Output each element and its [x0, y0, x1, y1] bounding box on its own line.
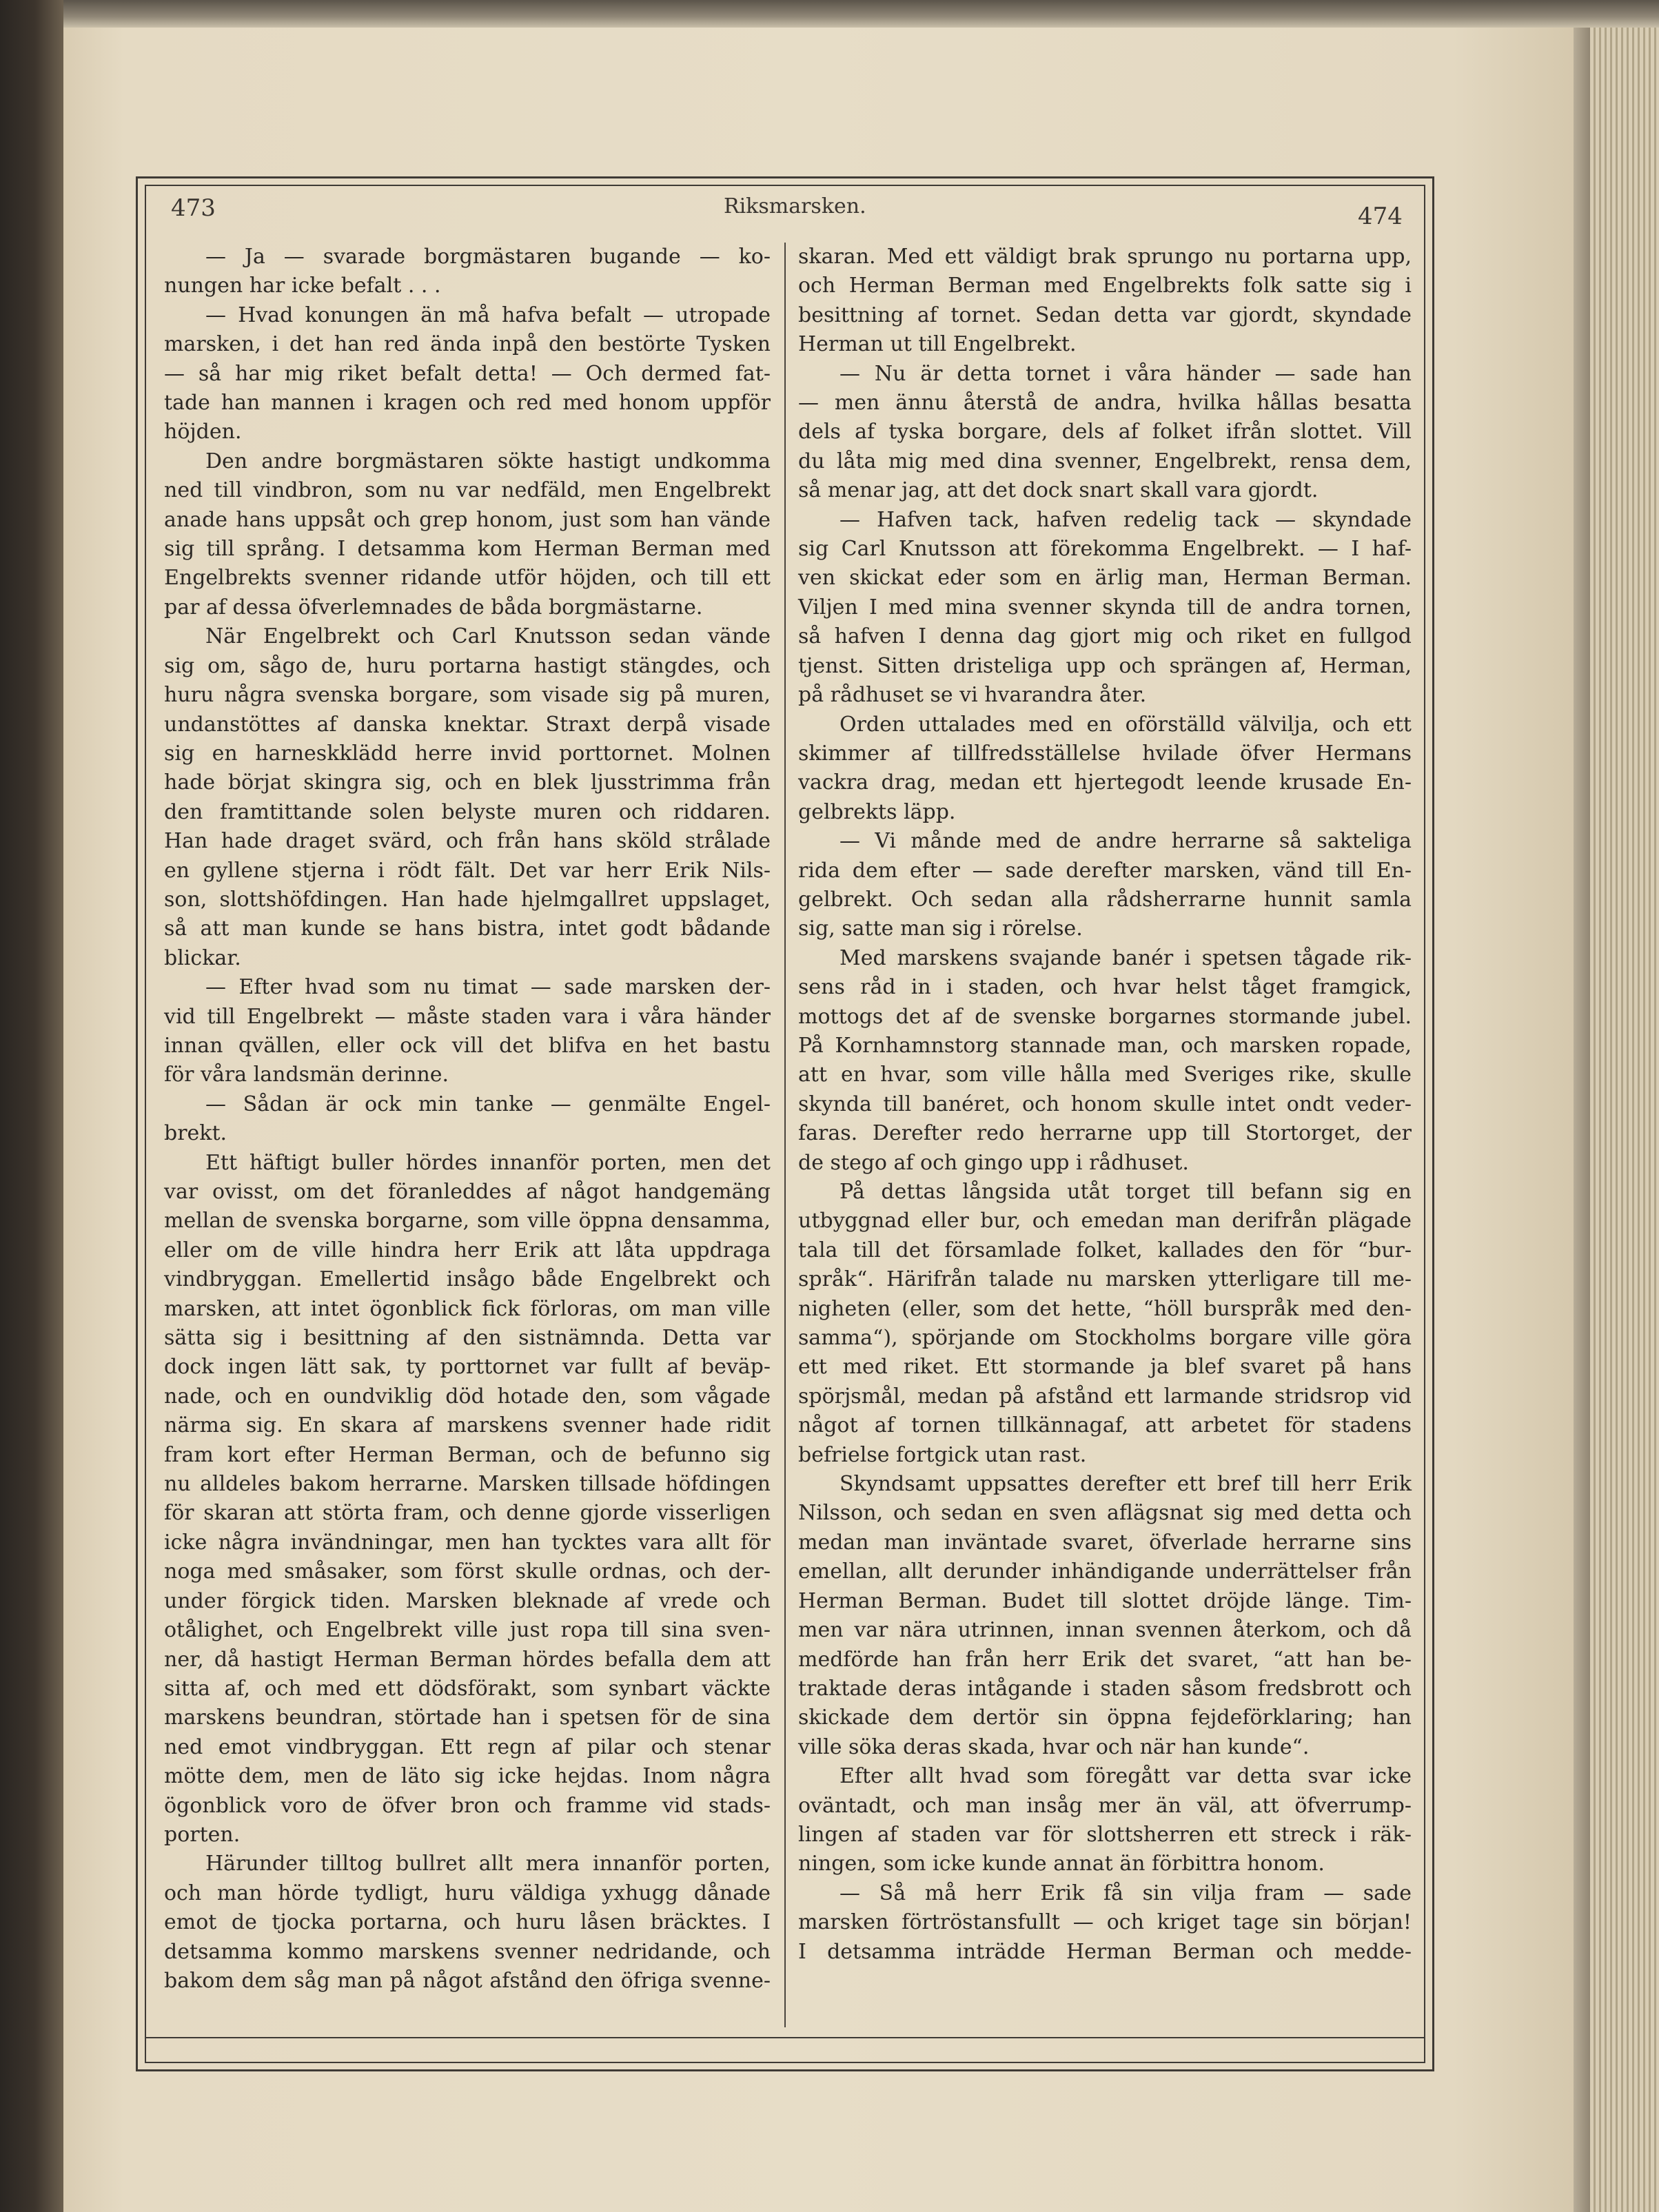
text-line: spörjsmål, medan på afstånd ett larmande stridsrop vid — [798, 1384, 1412, 1409]
text-line: för skaran att störta fram, och denne gjorde visserligen — [164, 1501, 771, 1526]
text-line: medförde han från herr Erik det svaret, “att han be- — [798, 1647, 1412, 1672]
text-line: emot de tjocka portarna, och huru låsen bräcktes. I — [164, 1910, 771, 1935]
text-line: — Ja — svarade borgmästaren bugande — ko- — [205, 245, 771, 269]
text-line: skaran. Med ett väldigt brak sprungo nu portarna upp, — [798, 245, 1412, 269]
book-spine-edge — [0, 0, 63, 2212]
text-column-left — [164, 243, 771, 1996]
text-line: vid till Engelbrekt — måste staden vara i våra händer — [164, 1004, 771, 1029]
text-line: marsken, att intet ögonblick fick förloras, om man ville — [164, 1296, 771, 1321]
text-line: — Hafven tack, hafven redelig tack — skyndade — [839, 507, 1412, 532]
text-line: oväntadt, och man insåg mer än väl, att öfverrump- — [798, 1793, 1412, 1818]
text-line: Orden uttalades med en oförställd välvilja, och ett — [839, 712, 1412, 737]
text-line: nade, och en oundviklig död hotade den, som vågade — [164, 1384, 771, 1409]
text-line: var ovisst, om det föranleddes af något handgemäng — [164, 1180, 771, 1204]
text-line: vindbryggan. Emellertid insågo både Engelbrekt och — [164, 1267, 771, 1292]
text-line: Efter allt hvad som föregått var detta svar icke — [839, 1764, 1412, 1789]
text-line: ned emot vindbryggan. Ett regn af pilar och stenar — [164, 1734, 771, 1759]
text-line: — Nu är detta tornet i våra händer — sade han — [839, 361, 1412, 386]
text-line: dock ingen lätt sak, ty porttornet var fullt af beväp- — [164, 1355, 771, 1380]
text-line: Engelbrekts svenner ridande utför höjden, och till ett — [164, 566, 771, 591]
text-line: — Hvad konungen än må hafva befalt — utropade — [205, 303, 771, 327]
text-line: marsken förtröstansfullt — och kriget tage sin början! — [798, 1910, 1412, 1935]
text-line: — Så må herr Erik få sin vilja fram — sade — [839, 1881, 1412, 1905]
text-line: dels af tyska borgare, dels af folket ifrån slottet. Vill — [798, 420, 1412, 444]
text-line: tjenst. Sitten dristeliga upp och sprängen af, Herman, — [798, 653, 1412, 678]
text-line: Ett häftigt buller hördes innanför porten, men det — [205, 1150, 771, 1175]
text-line: lingen af staden var för slottsherren ett streck i räk- — [798, 1822, 1412, 1847]
text-line: detsamma kommo marskens svenner nedridande, och — [164, 1939, 771, 1964]
text-line: huru några svenska borgare, som visade sig på muren, — [164, 683, 771, 708]
text-line: fram kort efter Herman Berman, och de befunno sig — [164, 1442, 771, 1467]
text-line: skickade dem dertör sin öppna fejdeförklaring; han — [798, 1706, 1412, 1730]
page-number-left: 473 — [171, 194, 216, 222]
text-line: hade börjat skingra sig, och en blek ljusstrimma från — [164, 770, 771, 795]
text-line: en gyllene stjerna i rödt fält. Det var herr Erik Nils- — [164, 858, 771, 883]
text-line: gelbrekts läpp. — [798, 799, 956, 824]
text-line: — Efter hvad som nu timat — sade marsken der- — [205, 975, 771, 1000]
text-line: och man hörde tydligt, huru väldiga yxhugg dånade — [164, 1881, 771, 1905]
text-line: för våra landsmän derinne. — [164, 1063, 449, 1087]
text-line: — men ännu återstå de andra, hvilka hållas besatta — [798, 391, 1412, 416]
text-line: — så har mig riket befalt detta! — Och dermed fat- — [164, 361, 771, 386]
text-line: de stego af och gingo upp i rådhuset. — [798, 1150, 1189, 1175]
text-line: men var nära utrinnen, innan svennen återkom, och då — [798, 1618, 1412, 1643]
text-line: sitta af, och med ett dödsförakt, som synbart väckte — [164, 1676, 771, 1701]
text-line: eller om de ville hindra herr Erik att låta uppdraga — [164, 1238, 771, 1262]
text-line: sig om, sågo de, huru portarna hastigt stängdes, och — [164, 653, 771, 678]
text-line: mottogs det af de svenske borgarnes stormande jubel. — [798, 1004, 1412, 1029]
text-line: noga med småsaker, som först skulle ordnas, och der- — [164, 1559, 771, 1584]
page-number-right: 474 — [1358, 203, 1403, 230]
text-line: under förgick tiden. Marsken bleknade af vrede och — [164, 1588, 771, 1613]
text-line: bakom dem såg man på något afstånd den öfriga svenne- — [164, 1968, 771, 1993]
text-line: Den andre borgmästaren sökte hastigt undkomma — [205, 449, 771, 473]
text-line: På Kornhamnstorg stannade man, och marsken ropade, — [798, 1033, 1412, 1058]
text-line: marskens beundran, störtade han i spetsen för de sina — [164, 1706, 771, 1730]
text-line: på rådhuset se vi hvarandra åter. — [798, 683, 1147, 708]
text-line: icke några invändningar, men han tycktes vara allt för — [164, 1530, 771, 1555]
text-line: höjden. — [164, 420, 242, 444]
text-line: brekt. — [164, 1121, 227, 1146]
text-line: ett med riket. Ett stormande ja blef svaret på hans — [798, 1355, 1412, 1380]
text-line: ner, då hastigt Herman Berman hördes befalla dem att — [164, 1647, 771, 1672]
text-line: par af dessa öfverlemnades de båda borgmästarne. — [164, 595, 703, 619]
running-title: Riksmarsken. — [724, 194, 866, 218]
text-line: På dettas långsida utåt torget till befann sig en — [839, 1180, 1412, 1204]
text-line: språk“. Härifrån talade nu marsken ytterligare till me- — [798, 1267, 1412, 1292]
text-line: nu alldeles bakom herrarne. Marsken tillsade höfdingen — [164, 1472, 771, 1497]
text-line: sätta sig i besittning af den sistnämnda. Detta var — [164, 1326, 771, 1351]
text-line: undanstöttes af danska knektar. Straxt derpå visade — [164, 712, 771, 737]
text-line: Med marskens svajande banér i spetsen tågade rik- — [839, 945, 1412, 970]
text-line: samma“), spörjande om Stockholms borgare ville göra — [798, 1326, 1412, 1351]
text-line: Viljen I med mina svenner skynda till de andra tornen, — [798, 595, 1412, 619]
text-line: du låta mig med dina svenner, Engelbrekt, rensa dem, — [798, 449, 1412, 473]
text-line: faras. Derefter redo herrarne upp till Stortorget, der — [798, 1121, 1412, 1146]
bottom-rule — [145, 2037, 1425, 2038]
text-line: ningen, som icke kunde annat än förbittra honom. — [798, 1852, 1325, 1876]
text-line: När Engelbrekt och Carl Knutsson sedan vände — [205, 624, 771, 649]
text-line: nigheten (eller, som det hette, “höll burspråk med den- — [798, 1296, 1412, 1321]
text-line: emellan, allt derunder inhändigande underrättelser från — [798, 1559, 1412, 1584]
text-line: något af tornen tillkännagaf, att arbetet för stadens — [798, 1413, 1412, 1438]
text-line: ögonblick voro de öfver bron och framme vid stads- — [164, 1793, 771, 1818]
text-line: — Sådan är ock min tanke — genmälte Engel- — [205, 1092, 771, 1116]
text-line: nungen har icke befalt . . . — [164, 274, 441, 298]
text-line: marsken, i det han red ända inpå den bestörte Tysken — [164, 332, 771, 357]
text-line: Skyndsamt uppsattes derefter ett bref till herr Erik — [839, 1472, 1412, 1497]
text-line: I detsamma inträdde Herman Berman och medde- — [798, 1939, 1412, 1964]
text-column-right — [798, 243, 1412, 1967]
text-line: porten. — [164, 1822, 241, 1847]
text-line: Nilsson, och sedan en sven aflägsnat sig med detta och — [798, 1501, 1412, 1526]
text-line: den framtittande solen belyste muren och riddaren. — [164, 799, 771, 824]
text-line: Herman ut till Engelbrekt. — [798, 332, 1077, 357]
text-line: befrielse fortgick utan rast. — [798, 1442, 1087, 1467]
text-line: skynda till banéret, och honom skulle intet ondt veder- — [798, 1092, 1412, 1116]
text-line: gelbrekt. Och sedan alla rådsherrarne hunnit samla — [798, 887, 1412, 912]
text-line: så att man kunde se hans bistra, intet godt bådande — [164, 916, 771, 941]
text-line: och Herman Berman med Engelbrekts folk satte sig i — [798, 274, 1412, 298]
text-line: son, slottshöfdingen. Han hade hjelmgallret uppslaget, — [164, 887, 771, 912]
text-line: Härunder tilltog bullret allt mera innanför porten, — [205, 1852, 771, 1876]
text-line: Herman Berman. Budet till slottet dröjde länge. Tim- — [798, 1588, 1412, 1613]
text-line: så menar jag, att det dock snart skall vara gjordt. — [798, 478, 1319, 503]
text-line: rida dem efter — sade derefter marsken, vänd till En- — [798, 858, 1412, 883]
book-top-edge — [0, 0, 1659, 28]
text-line: Han hade draget svärd, och från hans sköld strålade — [164, 829, 771, 854]
text-line: sig Carl Knutsson att förekomma Engelbrekt. — I haf- — [798, 537, 1412, 562]
text-line: sens råd in i staden, och hvar helst tåget framgick, — [798, 975, 1412, 1000]
text-line: traktade deras intågande i staden såsom fredsbrott och — [798, 1676, 1412, 1701]
text-line: tala till det församlade folket, kallades den för “bur- — [798, 1238, 1412, 1262]
text-line: mellan de svenska borgarne, som ville öppna densamma, — [164, 1209, 771, 1233]
text-line: sig, satte man sig i rörelse. — [798, 916, 1083, 941]
text-line: sig en harneskklädd herre invid porttornet. Molnen — [164, 741, 771, 766]
text-line: skimmer af tillfredsställelse hvilade öfver Hermans — [798, 741, 1412, 766]
text-line: tade han mannen i kragen och red med honom uppför — [164, 391, 771, 416]
text-line: otålighet, och Engelbrekt ville just ropa till sina sven- — [164, 1618, 771, 1643]
text-line: anade hans uppsåt och grep honom, just som han vände — [164, 507, 771, 532]
text-line: medan man inväntade svaret, öfverlade herrarne sins — [798, 1530, 1412, 1555]
text-line: vackra drag, medan ett hjertegodt leende krusade En- — [798, 770, 1412, 795]
book-page-stack — [1590, 28, 1659, 2212]
text-line: ven skickat eder som en ärlig man, Herman Berman. — [798, 566, 1412, 591]
text-line: mötte dem, men de läto sig icke hejdas. Inom några — [164, 1764, 771, 1789]
text-line: — Vi månde med de andre herrarne så sakteliga — [839, 829, 1412, 854]
text-line: så hafven I denna dag gjort mig och riket en fullgod — [798, 624, 1412, 649]
column-divider — [784, 243, 786, 2027]
text-line: ville söka deras skada, hvar och när han kunde“. — [798, 1734, 1310, 1759]
text-line: besittning af tornet. Sedan detta var gjordt, skyndade — [798, 303, 1412, 327]
text-line: utbyggnad eller bur, och emedan man derifrån plägade — [798, 1209, 1412, 1233]
page-gutter-shadow — [1574, 28, 1590, 2212]
text-line: blickar. — [164, 945, 241, 970]
text-line: innan qvällen, eller ock vill det blifva en het bastu — [164, 1033, 771, 1058]
text-line: att en hvar, som ville hålla med Sveriges rike, skulle — [798, 1063, 1412, 1087]
text-line: sig till språng. I detsamma kom Herman Berman med — [164, 537, 771, 562]
text-line: närma sig. En skara af marskens svenner hade ridit — [164, 1413, 771, 1438]
text-line: ned till vindbron, som nu var nedfäld, men Engelbrekt — [164, 478, 771, 503]
